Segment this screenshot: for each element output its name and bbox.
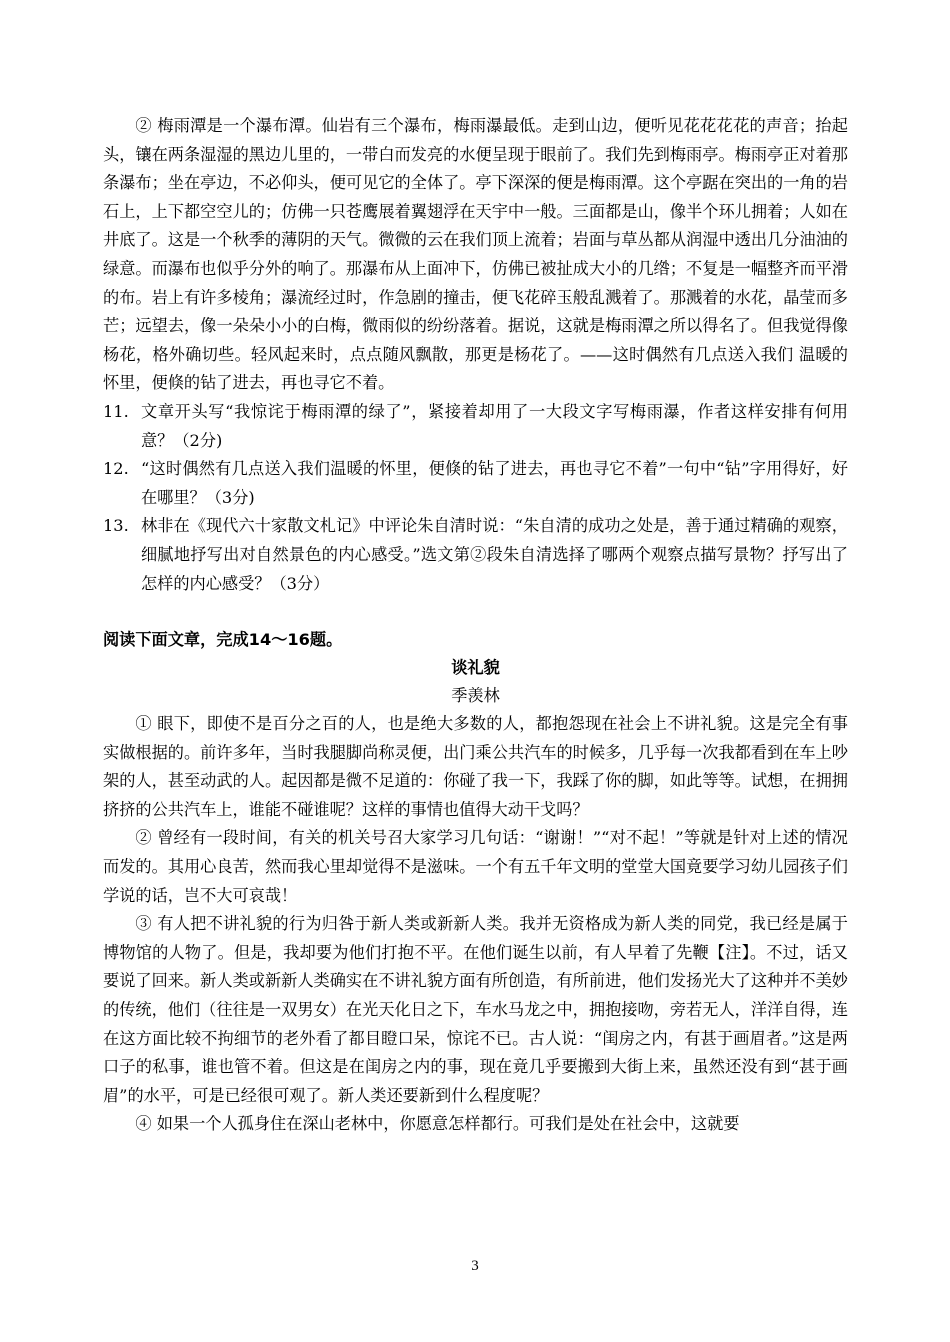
question-11 [103,398,848,455]
article-paragraph-2: ② 曾经有一段时间，有关的机关号召大家学习几句话：“谢谢！”“对不起！”等就是针对上述的情况而发的。其用心良苦，然而我心里却觉得不是滋味。一个有五千年文明的堂堂大国竟要学习幼儿园孩子们学说的话，岂不大可哀哉！ [103,828,848,905]
document-page [103,112,848,1139]
question-number: 13. [103,516,129,536]
question-12 [103,455,848,512]
article-paragraph-1: ① 眼下，即使不是百分之百的人，也是绝大多数的人，都抱怨现在社会上不讲礼貌。这是完全有事实做根据的。前许多年，当时我腿脚尚称灵便，出门乘公共汽车的时候多，几乎每一次我都看到在车上吵架的人，甚至动武的人。起因都是微不足道的：你碰了我一下，我踩了你的脚，如此等等。试想，在拥拥挤挤的公共汽车上，谁能不碰谁呢？这样的事情也值得大动干戈吗？ [103,714,848,819]
question-13 [103,512,848,598]
section-gap [103,598,848,626]
article-author: 季羡林 [451,686,500,706]
question-number: 12. [103,459,129,479]
article-paragraph-3: ③ 有人把不讲礼貌的行为归咎于新人类或新新人类。我并无资格成为新人类的同党，我已经是属于博物馆的人物了。但是，我却要为他们打抱不平。在他们诞生以前，有人早着了先鞭【注】。不过，话又要说了回来。新人类或新新人类确实在不讲礼貌方面有所创造，有所前进，他们发扬光大了这种并不美妙的传统，他们（往往是一双男女）在光天化日之下，车水马龙之中，拥抱接吻，旁若无人，洋洋自得，连在这方面比较不拘细节的老外看了都目瞪口呆，惊诧不已。古人说：“闺房之内，有甚于画眉者。”这是两口子的私事，谁也管不着。但这是在闺房之内的事，现在竟几乎要搬到大街上来，虽然还没有到“甚于画眉”的水平，可是已经很可观了。新人类还要新到什么程度呢？ [103,914,848,1105]
article-title: 谈礼貌 [451,658,500,678]
passage-paragraph-2: ② 梅雨潭是一个瀑布潭。仙岩有三个瀑布，梅雨瀑最低。走到山边，便听见花花花花的声音；抬起头，镶在两条湿湿的黑边儿里的，一带白而发亮的水便呈现于眼前了。我们先到梅雨亭。梅雨亭正对着那条瀑布；坐在亭边，不必仰头，便可见它的全体了。亭下深深的便是梅雨潭。这个亭踞在突出的一角的岩石上，上下都空空儿的；仿佛一只苍鹰展着翼翅浮在天宇中一般。三面都是山，像半个环儿拥着；人如在井底了。这是一个秋季的薄阴的天气。微微的云在我们顶上流着；岩面与草丛都从润湿中透出几分油油的绿意。而瀑布也似乎分外的响了。那瀑布从上面冲下，仿佛已被扯成大小的几绺；不复是一幅整齐而平滑的布。岩上有许多棱角；瀑流经过时，作急剧的撞击，便飞花碎玉般乱溅着了。那溅着的水花，晶莹而多芒；远望去，像一朵朵小小的白梅，微雨似的纷纷落着。据说，这就是梅雨潭之所以得名了。但我觉得像杨花，格外确切些。轻风起来时，点点随风飘散，那更是杨花了。——这时偶然有几点送入我们 温暖的怀里，便倏的钻了进去，再也寻它不着。 [103,116,848,393]
section-instruction: 阅读下面文章，完成14～16题。 [103,630,343,650]
question-list [103,398,848,598]
question-text: “这时偶然有几点送入我们温暖的怀里，便倏的钻了进去，再也寻它不着”一句中“钻”字用得好，好在哪里？（3分) [141,459,848,507]
article-paragraph-4: ④ 如果一个人孤身住在深山老林中，你愿意怎样都行。可我们是处在社会中，这就要 [135,1114,740,1134]
question-number: 11. [103,401,129,421]
question-text: 文章开头写“我惊诧于梅雨潭的绿了”，紧接着却用了一大段文字写梅雨瀑，作者这样安排有何用意？（2分) [141,401,848,450]
question-text: 林非在《现代六十家散文札记》中评论朱自清时说：“朱自清的成功之处是，善于通过精确的观察，细腻地抒写出对自然景色的内心感受。”选文第②段朱自清选择了哪两个观察点描写景物？抒写出了怎样的内心感受？（3分） [141,516,848,593]
page-number: 3 [471,1258,479,1274]
